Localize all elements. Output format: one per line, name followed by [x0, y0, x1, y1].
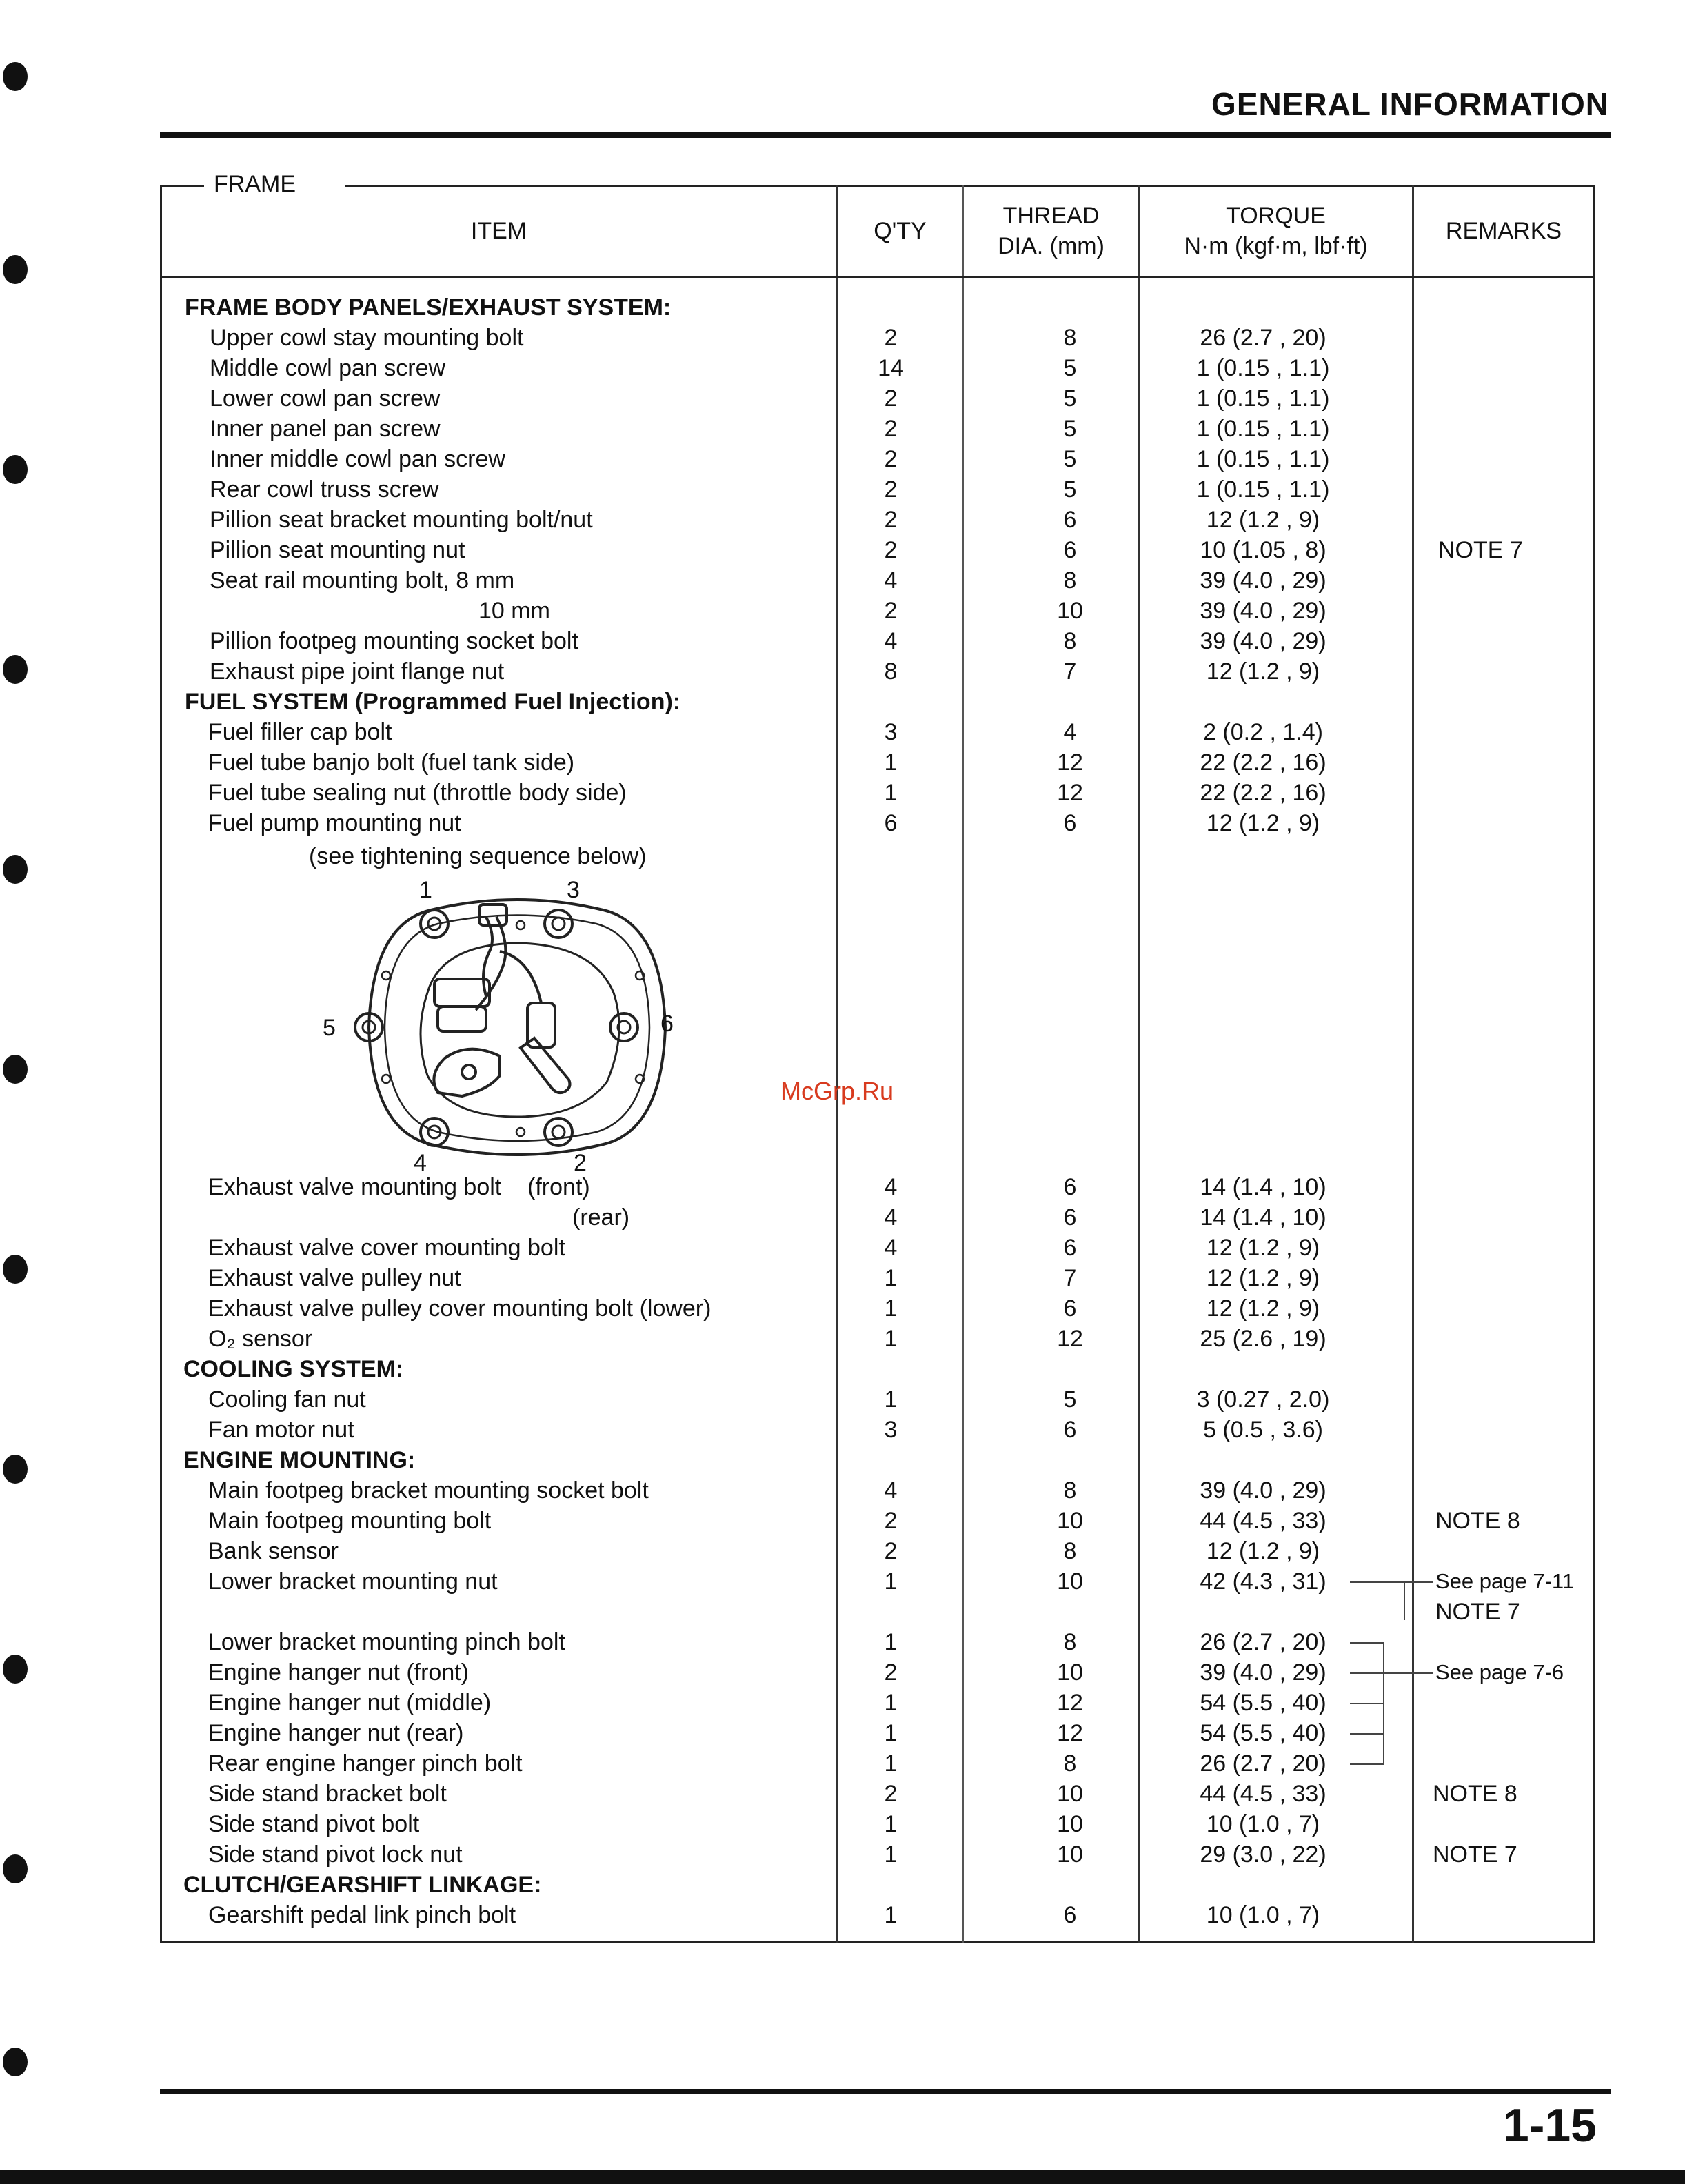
torque-cell: 1 (0.15 , 1.1) [1196, 355, 1330, 381]
item-cell: Lower bracket mounting nut [208, 1568, 498, 1595]
table-row [160, 1900, 1595, 1930]
table-row [160, 535, 1595, 565]
page-number: 1-15 [1502, 2099, 1597, 2152]
thread-cell: 5 [1063, 446, 1077, 472]
column-header-qty-label: Q'TY [874, 218, 927, 244]
thread-cell: 8 [1063, 1750, 1077, 1777]
item-cell: Main footpeg bracket mounting socket bolt [208, 1477, 649, 1504]
thread-cell: 5 [1063, 355, 1077, 381]
page-header-title: GENERAL INFORMATION [1211, 86, 1609, 122]
remarks-bracket [1350, 1672, 1433, 1674]
section-heading: COOLING SYSTEM: [183, 1356, 404, 1382]
torque-cell: 12 (1.2 , 9) [1206, 1295, 1320, 1322]
item-cell: Exhaust valve mounting bolt (front) [208, 1174, 590, 1200]
torque-cell: 2 (0.2 , 1.4) [1203, 719, 1323, 745]
item-cell: Pillion seat bracket mounting bolt/nut [210, 507, 593, 533]
item-cell: Seat rail mounting bolt, 8 mm [210, 567, 515, 594]
item-cell: Fan motor nut [208, 1417, 354, 1443]
column-header-thread [965, 186, 1138, 276]
thread-cell: 10 [1057, 1781, 1083, 1807]
punch-hole [3, 655, 28, 684]
qty-cell: 1 [884, 1690, 898, 1716]
qty-cell: 4 [884, 567, 898, 594]
watermark: McGrp.Ru [780, 1077, 894, 1105]
thread-cell: 6 [1063, 537, 1077, 563]
thread-cell: 6 [1063, 1295, 1077, 1322]
thread-cell: 12 [1057, 1720, 1083, 1746]
torque-cell: 29 (3.0 , 22) [1200, 1841, 1326, 1868]
qty-cell: 1 [884, 1265, 898, 1291]
remarks-bracket [1404, 1581, 1405, 1620]
fuel-pump-diagram-svg [303, 876, 731, 1179]
torque-cell: 12 (1.2 , 9) [1206, 507, 1320, 533]
table-row [160, 1263, 1595, 1293]
thread-cell: 5 [1063, 476, 1077, 503]
torque-cell: 39 (4.0 , 29) [1200, 598, 1326, 624]
punch-hole [3, 1255, 28, 1284]
table-row [160, 1233, 1595, 1263]
table-row [160, 596, 1595, 626]
table-row [160, 1506, 1595, 1536]
torque-cell: 26 (2.7 , 20) [1200, 325, 1326, 351]
table-row [160, 747, 1595, 778]
torque-cell: 12 (1.2 , 9) [1206, 1265, 1320, 1291]
qty-cell: 2 [884, 446, 898, 472]
qty-cell: 1 [884, 1811, 898, 1837]
thread-cell: 6 [1063, 1204, 1077, 1231]
qty-cell: 2 [884, 537, 898, 563]
wire [483, 917, 492, 996]
section-heading: CLUTCH/GEARSHIFT LINKAGE: [183, 1872, 542, 1898]
remarks-cell: NOTE 7 [1433, 1841, 1517, 1868]
torque-cell: 39 (4.0 , 29) [1200, 567, 1326, 594]
torque-cell: 12 (1.2 , 9) [1206, 1235, 1320, 1261]
table-row [160, 1809, 1595, 1839]
remarks-bracket [1350, 1642, 1384, 1644]
item-cell: Upper cowl stay mounting bolt [210, 325, 524, 351]
item-cell: Engine hanger nut (middle) [208, 1690, 492, 1716]
thread-cell: 6 [1063, 1417, 1077, 1443]
qty-cell: 14 [878, 355, 904, 381]
punch-hole [3, 1655, 28, 1684]
remarks-cell: NOTE 8 [1435, 1508, 1520, 1534]
torque-cell: 1 (0.15 , 1.1) [1196, 385, 1330, 412]
torque-cell: 1 (0.15 , 1.1) [1196, 476, 1330, 503]
column-header-thread-line1: THREAD [1002, 203, 1100, 229]
column-header-qty [838, 186, 962, 276]
table-row [160, 808, 1595, 838]
torque-cell: 5 (0.5 , 3.6) [1203, 1417, 1323, 1443]
item-cell: Exhaust pipe joint flange nut [210, 658, 505, 685]
torque-cell: 54 (5.5 , 40) [1200, 1690, 1326, 1716]
qty-cell: 1 [884, 1750, 898, 1777]
qty-cell: 1 [884, 1568, 898, 1595]
torque-cell: 12 (1.2 , 9) [1206, 658, 1320, 685]
thread-cell: 6 [1063, 1902, 1077, 1928]
torque-cell: 10 (1.05 , 8) [1200, 537, 1326, 563]
table-row [160, 1202, 1595, 1233]
remarks-cell: NOTE 7 [1435, 1599, 1520, 1625]
item-cell: Middle cowl pan screw [210, 355, 446, 381]
table-row [160, 1475, 1595, 1506]
table-row [160, 414, 1595, 444]
torque-cell: 12 (1.2 , 9) [1206, 1538, 1320, 1564]
item-cell: Lower cowl pan screw [210, 385, 441, 412]
table-row [160, 1384, 1595, 1415]
qty-cell: 1 [884, 1629, 898, 1655]
torque-cell: 54 (5.5 , 40) [1200, 1720, 1326, 1746]
qty-cell: 2 [884, 598, 898, 624]
torque-cell: 22 (2.2 , 16) [1200, 780, 1326, 806]
thread-cell: 7 [1063, 1265, 1077, 1291]
remarks-cell: See page 7-11 [1435, 1569, 1575, 1593]
table-row [160, 1839, 1595, 1870]
small-hole [382, 1075, 390, 1083]
table-row [160, 1293, 1595, 1324]
diagram-label-4: 4 [414, 1150, 427, 1176]
qty-cell: 4 [884, 1235, 898, 1261]
qty-cell: 2 [884, 476, 898, 503]
qty-cell: 4 [884, 1477, 898, 1504]
thread-cell: 10 [1057, 598, 1083, 624]
item-cell: Side stand pivot bolt [208, 1811, 420, 1837]
thread-cell: 8 [1063, 325, 1077, 351]
table-row [160, 323, 1595, 353]
table-row [160, 1324, 1595, 1354]
bolt-4 [421, 1118, 448, 1146]
table-row [160, 1597, 1595, 1627]
thread-cell: 8 [1063, 628, 1077, 654]
column-header-remarks [1414, 186, 1593, 276]
fuel-pump-tightening-diagram [303, 876, 731, 1179]
qty-cell: 1 [884, 1902, 898, 1928]
qty-cell: 1 [884, 780, 898, 806]
item-cell: Pillion footpeg mounting socket bolt [210, 628, 578, 654]
table-row [160, 1415, 1595, 1445]
torque-cell: 14 (1.4 , 10) [1200, 1204, 1326, 1231]
qty-cell: 3 [884, 719, 898, 745]
item-cell: Side stand pivot lock nut [208, 1841, 463, 1868]
qty-cell: 2 [884, 325, 898, 351]
column-header-item [162, 186, 836, 276]
thread-cell: 10 [1057, 1841, 1083, 1868]
connector [438, 1007, 486, 1031]
item-cell: Cooling fan nut [208, 1386, 366, 1413]
remarks-bracket [1350, 1733, 1384, 1735]
table-row [160, 1172, 1595, 1202]
column-header-thread-line2: DIA. (mm) [998, 233, 1104, 259]
thread-cell: 6 [1063, 507, 1077, 533]
bolt-1 [421, 910, 448, 938]
diagram-label-5: 5 [323, 1015, 336, 1041]
item-cell: Exhaust valve pulley cover mounting bolt (lower) [208, 1295, 712, 1322]
item-cell: Exhaust valve pulley nut [208, 1265, 461, 1291]
thread-cell: 6 [1063, 810, 1077, 836]
table-row [160, 841, 1595, 871]
punch-hole [3, 2048, 28, 2076]
table-row [160, 778, 1595, 808]
thread-cell: 8 [1063, 1538, 1077, 1564]
thread-cell: 5 [1063, 416, 1077, 442]
qty-cell: 1 [884, 1326, 898, 1352]
table-row [160, 687, 1595, 717]
qty-cell: 2 [884, 1508, 898, 1534]
qty-cell: 3 [884, 1417, 898, 1443]
table-row [160, 1536, 1595, 1566]
thread-cell: 10 [1057, 1811, 1083, 1837]
remarks-bracket [1350, 1703, 1384, 1704]
scan-edge [0, 2170, 1685, 2184]
table-row [160, 505, 1595, 535]
item-cell: Inner panel pan screw [210, 416, 441, 442]
remarks-cell: See page 7-6 [1435, 1660, 1564, 1684]
small-hole [382, 971, 390, 980]
remarks-bracket [1350, 1581, 1433, 1583]
remarks-bracket [1383, 1642, 1384, 1763]
torque-cell: 1 (0.15 , 1.1) [1196, 446, 1330, 472]
item-cell: Rear cowl truss screw [210, 476, 439, 503]
bolt-3 [545, 910, 572, 938]
torque-cell: 14 (1.4 , 10) [1200, 1174, 1326, 1200]
table-row [160, 717, 1595, 747]
table-row [160, 1354, 1595, 1384]
table-row [160, 1779, 1595, 1809]
item-cell: Fuel tube banjo bolt (fuel tank side) [208, 749, 575, 776]
punch-hole [3, 1055, 28, 1084]
section-label: FRAME [207, 171, 303, 198]
remarks-cell: NOTE 8 [1433, 1781, 1517, 1807]
torque-cell: 26 (2.7 , 20) [1200, 1750, 1326, 1777]
item-cell: Rear engine hanger pinch bolt [208, 1750, 523, 1777]
torque-cell: 3 (0.27 , 2.0) [1196, 1386, 1330, 1413]
diagram-label-3: 3 [567, 877, 580, 903]
qty-cell: 2 [884, 416, 898, 442]
column-header-torque-line2: N·m (kgf·m, lbf·ft) [1184, 233, 1368, 259]
diagram-label-2: 2 [574, 1150, 587, 1176]
item-note: (see tightening sequence below) [309, 843, 647, 869]
table-row [160, 565, 1595, 596]
thread-cell: 6 [1063, 1235, 1077, 1261]
qty-cell: 4 [884, 628, 898, 654]
thread-cell: 8 [1063, 1477, 1077, 1504]
punch-hole [3, 62, 28, 91]
column-header-remarks-label: REMARKS [1445, 218, 1562, 244]
qty-cell: 1 [884, 1841, 898, 1868]
thread-cell: 8 [1063, 1629, 1077, 1655]
thread-cell: 12 [1057, 1690, 1083, 1716]
header-divider [160, 276, 1595, 278]
thread-cell: 6 [1063, 1174, 1077, 1200]
torque-cell: 12 (1.2 , 9) [1206, 810, 1320, 836]
thread-cell: 5 [1063, 385, 1077, 412]
bolt-2 [545, 1118, 572, 1146]
remarks-bracket [1350, 1763, 1384, 1765]
thread-cell: 5 [1063, 1386, 1077, 1413]
diagram-label-1: 1 [419, 877, 432, 903]
torque-cell: 39 (4.0 , 29) [1200, 628, 1326, 654]
punch-hole [3, 255, 28, 284]
torque-cell: 26 (2.7 , 20) [1200, 1629, 1326, 1655]
table-row [160, 444, 1595, 474]
item-cell: Lower bracket mounting pinch bolt [208, 1629, 565, 1655]
torque-cell: 10 (1.0 , 7) [1206, 1811, 1320, 1837]
item-cell: 10 mm [478, 598, 550, 624]
qty-cell: 2 [884, 1538, 898, 1564]
thread-cell: 12 [1057, 749, 1083, 776]
small-hole [516, 921, 525, 929]
section-heading: FRAME BODY PANELS/EXHAUST SYSTEM: [185, 294, 672, 321]
item-cell: Fuel filler cap bolt [208, 719, 392, 745]
torque-cell: 22 (2.2 , 16) [1200, 749, 1326, 776]
qty-cell: 1 [884, 1295, 898, 1322]
thread-cell: 8 [1063, 567, 1077, 594]
torque-cell: 39 (4.0 , 29) [1200, 1659, 1326, 1686]
torque-cell: 42 (4.3 , 31) [1200, 1568, 1326, 1595]
header-rule [160, 132, 1611, 138]
column-header-torque [1140, 186, 1412, 276]
item-cell: Side stand bracket bolt [208, 1781, 447, 1807]
section-heading: FUEL SYSTEM (Programmed Fuel Injection): [185, 689, 681, 715]
column-header-torque-line1: TORQUE [1226, 203, 1326, 229]
torque-cell: 10 (1.0 , 7) [1206, 1902, 1320, 1928]
qty-cell: 1 [884, 1386, 898, 1413]
footer-rule [160, 2089, 1611, 2094]
qty-cell: 4 [884, 1204, 898, 1231]
punch-hole [3, 1455, 28, 1484]
thread-cell: 10 [1057, 1659, 1083, 1686]
torque-cell: 39 (4.0 , 29) [1200, 1477, 1326, 1504]
item-cell: Engine hanger nut (front) [208, 1659, 470, 1686]
item-cell: (rear) [572, 1204, 630, 1231]
item-cell: Fuel pump mounting nut [208, 810, 461, 836]
qty-cell: 8 [884, 658, 898, 685]
qty-cell: 6 [884, 810, 898, 836]
thread-cell: 10 [1057, 1568, 1083, 1595]
table-row [160, 474, 1595, 505]
qty-cell: 2 [884, 385, 898, 412]
table-row [160, 656, 1595, 687]
diagram-label-6: 6 [660, 1011, 674, 1037]
qty-cell: 2 [884, 1781, 898, 1807]
torque-cell: 25 (2.6 , 19) [1200, 1326, 1326, 1352]
bolt-6 [610, 1013, 638, 1041]
punch-hole [3, 1854, 28, 1883]
thread-cell: 12 [1057, 1326, 1083, 1352]
table-row [160, 383, 1595, 414]
item-cell: Pillion seat mounting nut [210, 537, 465, 563]
thread-cell: 7 [1063, 658, 1077, 685]
section-heading: ENGINE MOUNTING: [183, 1447, 416, 1473]
torque-cell: 1 (0.15 , 1.1) [1196, 416, 1330, 442]
torque-cell: 44 (4.5 , 33) [1200, 1781, 1326, 1807]
table-row [160, 1445, 1595, 1475]
item-cell: Exhaust valve cover mounting bolt [208, 1235, 565, 1261]
small-hole [516, 1128, 525, 1136]
table-row [160, 353, 1595, 383]
punch-hole [3, 855, 28, 884]
item-cell: O₂ sensor [208, 1326, 313, 1352]
item-cell: Gearshift pedal link pinch bolt [208, 1902, 516, 1928]
remarks-cell: NOTE 7 [1438, 537, 1523, 563]
qty-cell: 2 [884, 507, 898, 533]
thread-cell: 4 [1063, 719, 1077, 745]
thread-cell: 12 [1057, 780, 1083, 806]
qty-cell: 2 [884, 1659, 898, 1686]
torque-cell: 44 (4.5 , 33) [1200, 1508, 1326, 1534]
float-arm [434, 1049, 500, 1096]
table-row [160, 626, 1595, 656]
table-row [160, 1870, 1595, 1900]
qty-cell: 1 [884, 1720, 898, 1746]
item-cell: Fuel tube sealing nut (throttle body side) [208, 780, 627, 806]
item-cell: Bank sensor [208, 1538, 339, 1564]
qty-cell: 1 [884, 749, 898, 776]
table-row [160, 292, 1595, 323]
item-cell: Inner middle cowl pan screw [210, 446, 505, 472]
item-cell: Engine hanger nut (rear) [208, 1720, 464, 1746]
punch-hole [3, 455, 28, 484]
column-header-item-label: ITEM [470, 218, 527, 244]
thread-cell: 10 [1057, 1508, 1083, 1534]
qty-cell: 4 [884, 1174, 898, 1200]
item-cell: Main footpeg mounting bolt [208, 1508, 492, 1534]
